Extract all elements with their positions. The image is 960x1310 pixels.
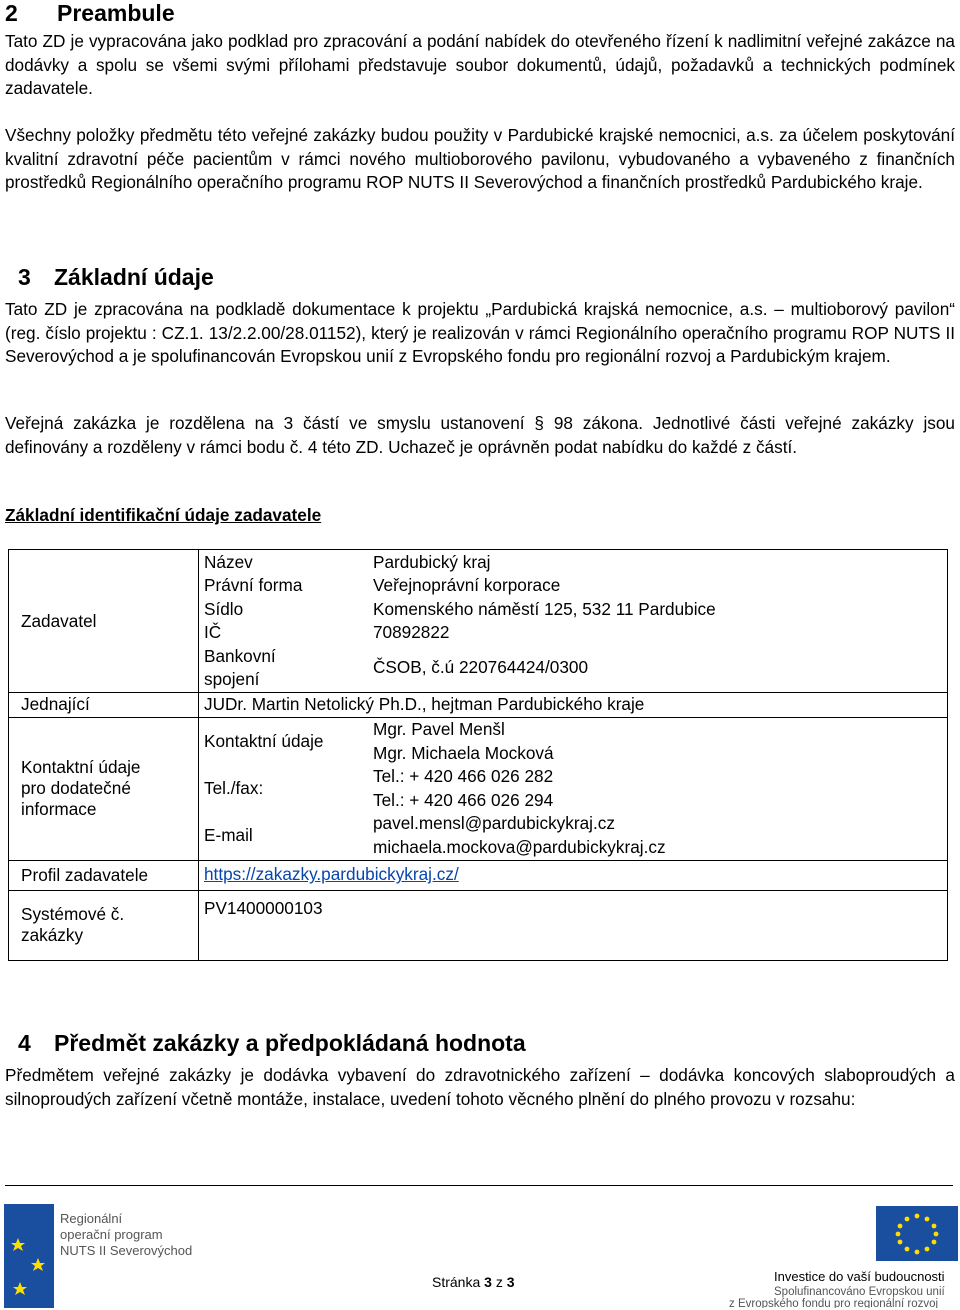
paragraph: Tato ZD je vypracována jako podklad pro zpracování a podání nabídek do otevřeného řízení k nadlimitní veřejné zakázce na dodávky a spolu se všemi svými přílohami představuje soubor dokumentů, údajů, požadavků a technických podmínek zadavatele.: [5, 31, 955, 98]
page-number: Stránka 3 z 3: [432, 1274, 515, 1290]
svg-text:Investice do vaší budoucnosti: Investice do vaší budoucnosti: [774, 1269, 945, 1284]
eu-logo: [726, 1204, 958, 1308]
footer-divider: [5, 1185, 953, 1186]
section-heading: 2 Preambule: [5, 0, 175, 26]
label-zadavatel: Zadavatel: [9, 550, 199, 693]
section-heading: 3 Základní údaje: [18, 264, 214, 290]
contracting-authority-table: Zadavatel Název Pardubický kraj Právní forma Veřejnoprávní korporace Sídlo Komenského náměstí 125, 532 11 Pardubice IČ 70892822 Bankovní spojení ČSOB, č.ú 220764424/0300 Jednající JUDr. Martin Netolický Ph.D., hejtman Pardubického kraje Kontaktní údaje pro dodatečné informace Kontaktní údaje Mgr. Pavel Menšl Mgr. Michaela Mocková Tel./fax: Tel.: + 420 466 026 282 Tel.: + 420 466 026 294 E-mail pavel.mensl@pardubickykraj.cz michaela.mockova@pardubickykraj.cz Profil zadavatele https://zakazky.pardubickykraj.cz/ Systémové č. zakázky PV1400000103: [8, 549, 948, 961]
paragraph: Předmětem veřejné zakázky je dodávka vybavení do zdravotnického zařízení – dodávka koncových slaboproudých a silnoproudých zařízení včetně montáže, instalace, uvedení tohoto věcného plnění do plného provozu v rozsahu:: [5, 1065, 955, 1109]
profile-link[interactable]: https://zakazky.pardubickykraj.cz/: [204, 864, 459, 885]
section-heading: 4 Předmět zakázky a předpokládaná hodnota: [18, 1030, 526, 1056]
section-preambule: [5, 0, 955, 26]
label-kontakt: Kontaktní údaje pro dodatečné informace: [9, 717, 199, 860]
paragraph: Veřejná zakázka je rozdělena na 3 částí ve smyslu ustanovení § 98 zákona. Jednotlivé části veřejné zakázky jsou definovány a rozděleny v rámci bodu č. 4 této ZD. Uchazeč je oprávněn podat nabídku do každé z částí.: [5, 413, 955, 457]
rop-logo: [4, 1204, 204, 1308]
svg-text:Regionální: Regionální: [60, 1211, 123, 1226]
svg-text:z Evropského fondu pro regioná: z Evropského fondu pro regionální rozvoj: [729, 1298, 939, 1308]
svg-text:operační program: operační program: [60, 1227, 163, 1242]
svg-text:Spolufinancováno Evropskou uni: Spolufinancováno Evropskou unií: [774, 1286, 945, 1298]
label-jednajici: Jednající: [9, 693, 199, 718]
subheading: Základní identifikační údaje zadavatele: [5, 505, 322, 525]
label-system: Systémové č. zakázky: [9, 890, 199, 960]
paragraph: Tato ZD je zpracována na podkladě dokumentace k projektu „Pardubická krajská nemocnice, a.s. – multioborový pavilon“ (reg. číslo projektu : CZ.1. 13/2.2.00/28.01152), který je realizován v rámci Regionálního operačního programu ROP NUTS II Severovýchod a je spolufinancován Evropskou unií z Evropského fondu pro regionální rozvoj a Pardubickým krajem.: [5, 299, 955, 366]
label-profil: Profil zadavatele: [9, 860, 199, 890]
svg-text:NUTS II Severovýchod: NUTS II Severovýchod: [60, 1243, 193, 1258]
paragraph: Všechny položky předmětu této veřejné zakázky budou použity v Pardubické krajské nemocnici, a.s. za účelem poskytování kvalitní zdravotní péče pacientům v rámci nového multioborového pavilonu, vybudovaného a vybaveného z finančních prostředků Regionálního operačního programu ROP NUTS II Severovýchod a finančních prostředků Pardubického kraje.: [5, 125, 955, 192]
